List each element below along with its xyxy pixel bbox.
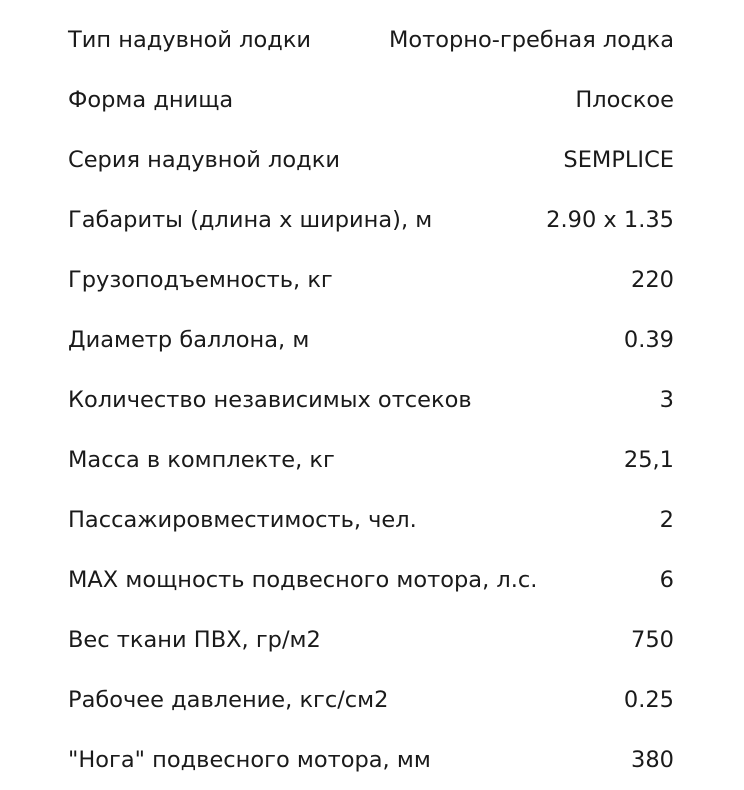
spec-label: Масса в комплекте, кг <box>68 447 335 473</box>
spec-label: Форма днища <box>68 87 234 113</box>
spec-row-working-pressure <box>68 670 674 730</box>
spec-label: Количество независимых отсеков <box>68 387 472 413</box>
spec-value: 3 <box>659 387 674 413</box>
spec-value: Моторно-гребная лодка <box>388 27 674 53</box>
spec-value: 220 <box>631 267 674 293</box>
spec-label: MAX мощность подвесного мотора, л.с. <box>68 567 538 593</box>
spec-row-compartments <box>68 370 674 430</box>
spec-value: 2.90 х 1.35 <box>546 207 674 233</box>
spec-row-motor-shaft <box>68 730 674 790</box>
spec-row-dimensions <box>68 190 674 250</box>
spec-value: Плоское <box>575 87 674 113</box>
spec-label: "Нога" подвесного мотора, мм <box>68 747 431 773</box>
spec-label: Вес ткани ПВХ, гр/м2 <box>68 627 321 653</box>
spec-row-max-motor-power <box>68 550 674 610</box>
spec-value: 6 <box>659 567 674 593</box>
spec-row-tube-diameter <box>68 310 674 370</box>
spec-row-weight <box>68 430 674 490</box>
spec-label: Габариты (длина х ширина), м <box>68 207 433 233</box>
spec-label: Тип надувной лодки <box>68 27 312 53</box>
spec-label: Серия надувной лодки <box>68 147 340 173</box>
spec-row-series <box>68 130 674 190</box>
spec-row-passengers <box>68 490 674 550</box>
spec-value: 750 <box>631 627 674 653</box>
spec-value: 0.39 <box>623 327 674 353</box>
spec-value: 2 <box>659 507 674 533</box>
spec-row-fabric-weight <box>68 610 674 670</box>
spec-value: 380 <box>631 747 674 773</box>
spec-value: 0.25 <box>623 687 674 713</box>
spec-row-boat-type <box>68 10 674 70</box>
spec-value: SEMPLICE <box>563 147 674 173</box>
spec-value: 25,1 <box>623 447 674 473</box>
spec-table <box>68 10 674 790</box>
spec-label: Диаметр баллона, м <box>68 327 310 353</box>
spec-row-capacity <box>68 250 674 310</box>
spec-row-hull-shape <box>68 70 674 130</box>
spec-label: Грузоподъемность, кг <box>68 267 333 293</box>
spec-label: Пассажировместимость, чел. <box>68 507 417 533</box>
spec-label: Рабочее давление, кгс/см2 <box>68 687 389 713</box>
